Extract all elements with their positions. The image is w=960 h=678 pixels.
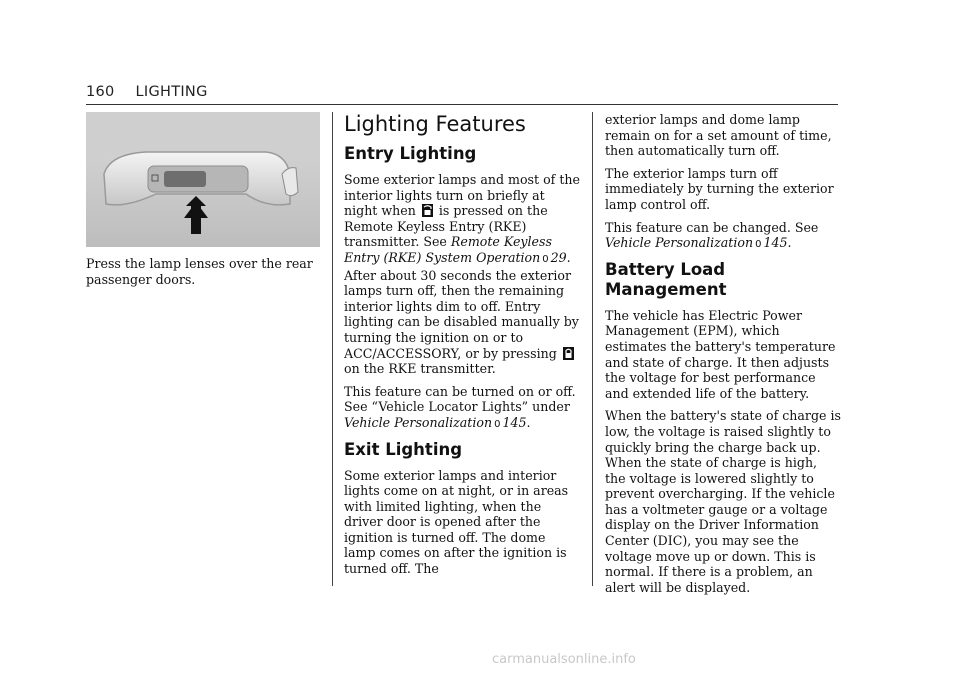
exit-lighting-paragraph-2: The exterior lamps turn off immediately by turning the exterior lamp control off.	[605, 165, 834, 212]
column-divider	[592, 112, 593, 586]
battery-paragraph-2: When the battery's state of charge is low, the voltage is raised slightly to quickly bring the charge back up. When the state of charge is high, the voltage is lowered slightly to prevent overcharging. If the vehicle has a voltmeter gauge or a voltage display on the Driver Information Center (DIC), you may see the voltage move up or down. This is normal. If there is a problem, an alert will be displayed.	[605, 408, 841, 595]
column-2	[344, 112, 580, 584]
exit-lighting-continued: exterior lamps and dome lamp remain on for a set amount of time, then automatically turn off.	[605, 112, 832, 159]
door-lamp-photo	[86, 112, 320, 247]
rke-xref-link[interactable]: Remote Keyless Entry (RKE) System Operation 0 29	[344, 234, 567, 265]
column-3	[605, 112, 841, 602]
entry-lighting-paragraph: Some exterior lamps and most of the interior lights turn on briefly at night when is pressed on the Remote Keyless Entry (RKE) transmitter. See Remote Keyless Entry (RKE) System Operation 0 29. After about 30 seconds the exterior lamps turn off, then the remaining interior lights dim to off. Entry lighting can be disabled manually by turning the ignition on or to ACC/ACCESSORY, or by pressing on the RKE transmitter.	[344, 172, 580, 377]
vehicle-personalization-link[interactable]: Vehicle Personalization 0 145	[605, 235, 788, 251]
header-rule	[86, 104, 838, 105]
entry-lighting-heading: Entry Lighting	[344, 144, 477, 163]
battery-paragraph-1: The vehicle has Electric Power Management (EPM), which estimates the battery's temperature and state of charge. It then adjusts the voltage for best performance and extended life of the battery.	[605, 307, 836, 401]
watermark: carmanualsonline.info	[492, 652, 636, 667]
page-number: 160	[86, 84, 115, 100]
section-title: LIGHTING	[135, 84, 208, 100]
exit-lighting-paragraph-3: This feature can be changed. See Vehicle Personalization 0 145.	[605, 219, 819, 251]
exit-lighting-heading: Exit Lighting	[344, 439, 463, 459]
unlock-icon	[422, 204, 433, 217]
photo-caption: Press the lamp lenses over the rear passenger doors.	[86, 256, 313, 287]
section-heading: Lighting Features	[344, 112, 526, 136]
column-1	[86, 112, 320, 294]
lock-icon	[563, 347, 574, 360]
exit-lighting-paragraph: Some exterior lamps and interior lights come on at night, or in areas with limited lighting, when the driver door is opened after the ignition is turned off. The dome lamp comes on after the ignition is turned off. The	[344, 467, 569, 577]
entry-lighting-paragraph-2: This feature can be turned on or off. See “Vehicle Locator Lights” under Vehicle Personalization 0 145.	[344, 383, 576, 430]
page-header	[86, 84, 208, 100]
battery-load-heading: Battery Load Management	[605, 259, 727, 299]
vehicle-personalization-link[interactable]: Vehicle Personalization 0 145	[344, 414, 527, 430]
column-divider	[332, 112, 333, 586]
